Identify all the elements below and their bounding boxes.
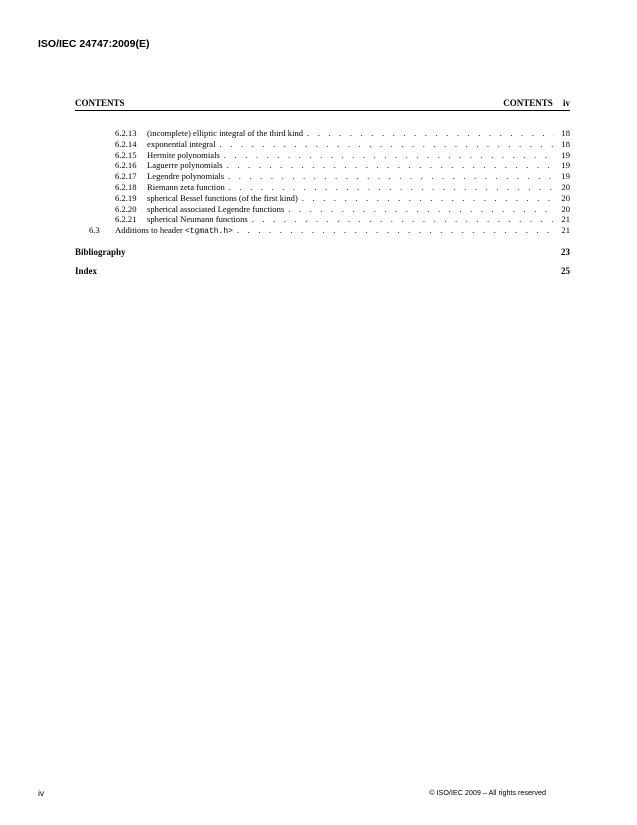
toc-entry-page: 19: [561, 171, 570, 182]
toc-entry-page: 20: [561, 192, 570, 203]
toc-entry-page: 20: [561, 181, 570, 192]
dot-leader: [224, 150, 554, 161]
toc-chapter-bibliography[interactable]: [75, 247, 570, 257]
toc-entry-title: exponential integral: [147, 138, 216, 149]
toc-entry[interactable]: [75, 204, 570, 215]
running-header-left: CONTENTS: [75, 98, 125, 108]
toc-entry-number: 6.2.21: [115, 214, 137, 225]
toc-entry-number: 6.2.13: [115, 128, 137, 138]
running-header-page: iv: [562, 98, 570, 108]
running-header-right: [503, 98, 570, 108]
footer-copyright: © ISO/IEC 2009 – All rights reserved: [429, 788, 546, 797]
toc-entry-page: 20: [561, 203, 570, 214]
toc-section-title: [115, 225, 233, 238]
toc-entry-number: 6.2.15: [115, 149, 137, 160]
toc-section-number: 6.3: [89, 225, 100, 236]
table-of-contents: [75, 128, 570, 276]
running-header-label: CONTENTS: [503, 98, 553, 108]
toc-entry-title: Hermite polynomials: [147, 149, 220, 160]
toc-entry-page: 19: [561, 160, 570, 171]
footer-page-number: iv: [38, 788, 45, 798]
toc-entry[interactable]: [75, 193, 570, 204]
toc-chapter-title: Index: [75, 265, 98, 276]
toc-entry-title: Riemann zeta function: [147, 181, 225, 192]
toc-entry-title: spherical Bessel functions (of the first kind): [147, 192, 298, 203]
toc-entry-page: 18: [561, 138, 570, 149]
toc-entry-title: spherical associated Legendre functions: [147, 203, 285, 214]
dot-leader: [229, 182, 554, 193]
dot-leader: [252, 214, 554, 225]
running-header: [75, 98, 570, 111]
dot-leader: [237, 225, 554, 236]
document-id: ISO/IEC 24747:2009(E): [38, 38, 150, 50]
toc-entry[interactable]: [75, 214, 570, 225]
toc-entry[interactable]: [75, 171, 570, 182]
dot-leader: [288, 204, 554, 215]
toc-entry-page: 19: [561, 149, 570, 160]
toc-entry-number: 6.2.14: [115, 138, 137, 149]
toc-section-title-text: Additions to header: [115, 225, 183, 236]
toc-entry[interactable]: [75, 139, 570, 150]
toc-chapter-page: 25: [561, 265, 570, 276]
toc-entry-number: 6.2.19: [115, 192, 137, 203]
toc-entry-title: Legendre polynomials: [147, 171, 225, 182]
toc-entry-page: 18: [561, 128, 570, 138]
dot-leader: [227, 160, 554, 171]
toc-entry-number: 6.2.16: [115, 160, 137, 171]
dot-leader: [220, 139, 555, 150]
dot-leader: [307, 128, 554, 139]
toc-entry[interactable]: [75, 160, 570, 171]
dot-leader: [302, 193, 554, 204]
toc-section-code: <tgmath.h>: [184, 227, 233, 237]
toc-chapter-index[interactable]: [75, 266, 570, 276]
toc-chapter-page: 23: [561, 246, 570, 257]
toc-entry-title: Laguerre polynomials: [147, 160, 223, 171]
toc-entry-page: 21: [561, 214, 570, 225]
toc-entry[interactable]: [75, 182, 570, 193]
dot-leader: [228, 171, 554, 182]
toc-entry-number: 6.2.18: [115, 181, 137, 192]
toc-entry-title: spherical Neumann functions: [147, 214, 248, 225]
toc-section-entry[interactable]: [75, 225, 570, 236]
toc-entry[interactable]: [75, 128, 570, 139]
toc-section-page: 21: [561, 225, 570, 236]
toc-entry[interactable]: [75, 150, 570, 161]
toc-entry-title: (incomplete) elliptic integral of the third kind: [147, 128, 304, 138]
toc-entry-number: 6.2.20: [115, 203, 137, 214]
toc-entry-number: 6.2.17: [115, 171, 137, 182]
toc-chapter-title: Bibliography: [75, 246, 126, 257]
